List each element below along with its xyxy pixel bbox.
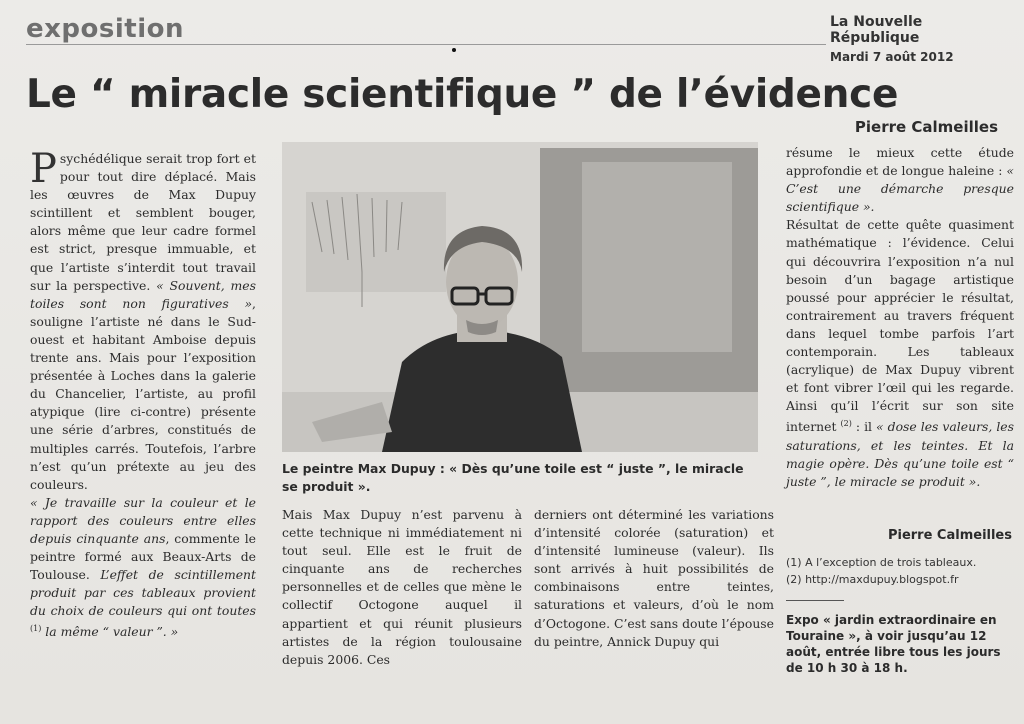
- paragraph-1: [30, 146, 256, 494]
- text: , commente le peintre formé aux Beaux-Arts de Toulouse.: [30, 530, 256, 583]
- article-column-4: [786, 144, 1014, 491]
- paragraph: derniers ont déterminé les variations d’intensité colorée (saturation) et d’intensité lumineuse (valeur). Ils sont arrivés à huit possibilités de combinaisons entre teintes, saturations et valeurs, d’où le nom d’Octogone. C’est sans doute l’épouse du peintre, Annick Dupuy qui: [534, 507, 774, 649]
- text: sychédélique serait trop fort et pour tout dire déplacé. Mais les œuvres de Max Dupuy scintillent et semblent bouger, alors même que leur cadre formel est strict, presque immuable, et que l’artiste s’interdit tout travail sur la perspective.: [30, 151, 256, 293]
- drop-cap: P: [30, 146, 57, 192]
- paragraph-1: [786, 144, 1014, 216]
- section-label: exposition: [26, 14, 184, 44]
- masthead: [830, 14, 1010, 64]
- quote: « C’est une démarche presque scientifique ».: [786, 163, 1014, 215]
- footnote-ref: (1): [30, 624, 42, 634]
- text: : il: [851, 419, 877, 435]
- article-column-3: [534, 506, 774, 651]
- quote: « dose les valeurs, les saturations, et les teintes. Et la magie opère. Dès qu’une toile est “ juste ”, le miracle se produit ».: [786, 419, 1014, 489]
- ink-dot: [452, 48, 456, 52]
- header-rule: [26, 44, 826, 45]
- quote: « Je travaille sur la couleur et le rapport des couleurs entre elles depuis cinquante ans: [30, 494, 256, 546]
- paragraph: Mais Max Dupuy n’est parvenu à cette technique ni immédiatement ni tout seul. Elle est le fruit de cinquante ans de recherches personnelles et de celles que mène le collectif Octogone auquel il appartient et qui réunit plusieurs artistes de la région toulousaine depuis 2006. Ces: [282, 507, 522, 667]
- painter-photo-illustration: [282, 142, 758, 452]
- paragraph-2: [30, 494, 256, 642]
- author-signature: Pierre Calmeilles: [887, 528, 1012, 543]
- quote: L’effet de scintillement produit par ces tableaux provient du choix de couleurs qui ont toutes: [30, 567, 256, 619]
- article-photo: [282, 142, 758, 452]
- text: résume le mieux cette étude approfondie et de longue haleine :: [786, 145, 1014, 179]
- footnotes: [786, 554, 1014, 588]
- newspaper-name: La Nouvelle République: [830, 14, 923, 46]
- article-column-2: [282, 506, 522, 669]
- publication-date: Mardi 7 août 2012: [830, 50, 954, 64]
- footnote-ref: (2): [840, 419, 852, 429]
- quote: « Souvent, mes toiles sont non figuratives »: [30, 277, 256, 311]
- text: Résultat de cette quête quasiment mathématique : l’évidence. Celui qui découvrira l’exposition n’a nul besoin d’un bagage artistique poussé pour apprécier le résultat, contrairement au travers fréquent dans lequel tombe parfois l’art contemporain. Les tableaux (acrylique) de Max Dupuy vibrent et font vibrer l’œil qui les regarde. Ainsi qu’il l’écrit sur son site internet: [786, 217, 1014, 435]
- article-column-1: [30, 146, 256, 642]
- author-byline: Pierre Calmeilles: [854, 118, 998, 136]
- text: , souligne l’artiste né dans le Sud-ouest et habitant Amboise depuis trente ans. Mais pour l’exposition présentée à Loches dans la galerie du Chancelier, l’artiste, au profil atypique (lire ci-contre) présente une série d’arbres, constitués de multiples carrés. Toutefois, l’arbre n’est qu’un prétexte au jeu des couleurs.: [30, 295, 256, 492]
- notes-divider: [786, 600, 844, 601]
- footnote-1: (1) A l’exception de trois tableaux.: [786, 556, 977, 569]
- photo-caption: Le peintre Max Dupuy : « Dès qu’une toile est “ juste ”, le miracle se produit ».: [282, 461, 744, 494]
- exhibition-info: Expo « jardin extraordinaire en Touraine », à voir jusqu’au 12 août, entrée libre tous les jours de 10 h 30 à 18 h.: [786, 613, 1001, 675]
- paragraph-2: [786, 216, 1014, 491]
- quote: la même “ valeur ”. »: [41, 624, 179, 640]
- footnote-2: (2) http://maxdupuy.blogspot.fr: [786, 573, 959, 586]
- headline: Le “ miracle scientifique ” de l’évidence: [26, 72, 899, 117]
